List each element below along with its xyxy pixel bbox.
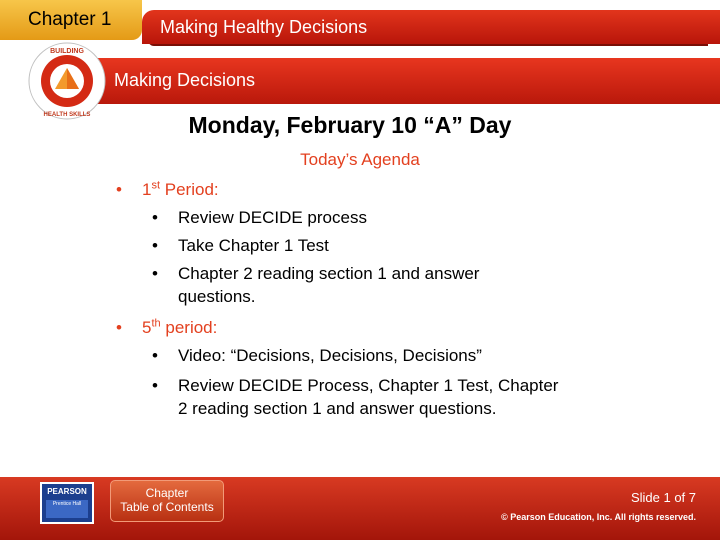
logo-text-building: BUILDING — [50, 48, 84, 55]
period-number: 1 — [142, 180, 152, 199]
period-heading — [142, 318, 217, 338]
copyright-notice: © Pearson Education, Inc. All rights reserved. — [501, 512, 696, 522]
agenda-item: Review DECIDE Process, Chapter 1 Test, Chapter 2 reading section 1 and answer questions. — [178, 376, 559, 418]
pearson-logo — [40, 482, 94, 524]
section-title: Making Decisions — [114, 70, 256, 90]
logo-text-health-skills: HEALTH SKILLS — [43, 112, 91, 118]
publisher-name: PEARSON — [47, 487, 87, 496]
toc-line-1: Chapter — [145, 486, 189, 500]
period-label: period: — [160, 318, 218, 337]
toc-button-label — [111, 486, 223, 514]
bullet-dot: • — [152, 264, 158, 283]
period-label: Period: — [160, 180, 219, 199]
chapter-title: Making Healthy Decisions — [160, 17, 368, 37]
bullet-dot: • — [116, 318, 122, 337]
chapter-label: Chapter 1 — [28, 9, 112, 30]
agenda-item: Chapter 2 reading section 1 and answer questions. — [178, 264, 480, 306]
chapter-table-of-contents-button[interactable] — [110, 480, 224, 522]
building-health-skills-logo — [28, 42, 106, 120]
agenda-item: Video: “Decisions, Decisions, Decisions” — [178, 346, 482, 365]
bullet-dot: • — [152, 376, 158, 395]
slide-number: Slide 1 of 7 — [630, 490, 696, 505]
period-heading — [142, 180, 219, 200]
publisher-sub: Prentice Hall — [46, 500, 88, 518]
section-bar — [58, 58, 720, 104]
period-number: 5 — [142, 318, 152, 337]
footer-bar — [0, 477, 720, 540]
bullet-dot: • — [152, 208, 158, 227]
agenda-item: Take Chapter 1 Test — [178, 236, 329, 255]
slide-title: Monday, February 10 “A” Day — [188, 112, 512, 138]
bullet-dot: • — [152, 236, 158, 255]
chapter-tab — [0, 0, 142, 40]
period-ordinal: st — [151, 179, 161, 192]
agenda-heading: Today’s Agenda — [300, 150, 420, 169]
period-ordinal: th — [151, 317, 161, 330]
agenda-item: Review DECIDE process — [178, 208, 367, 227]
bullet-dot: • — [116, 180, 122, 199]
bullet-dot: • — [152, 346, 158, 365]
chapter-title-bar — [142, 10, 720, 44]
toc-line-2: Table of Contents — [120, 500, 214, 514]
